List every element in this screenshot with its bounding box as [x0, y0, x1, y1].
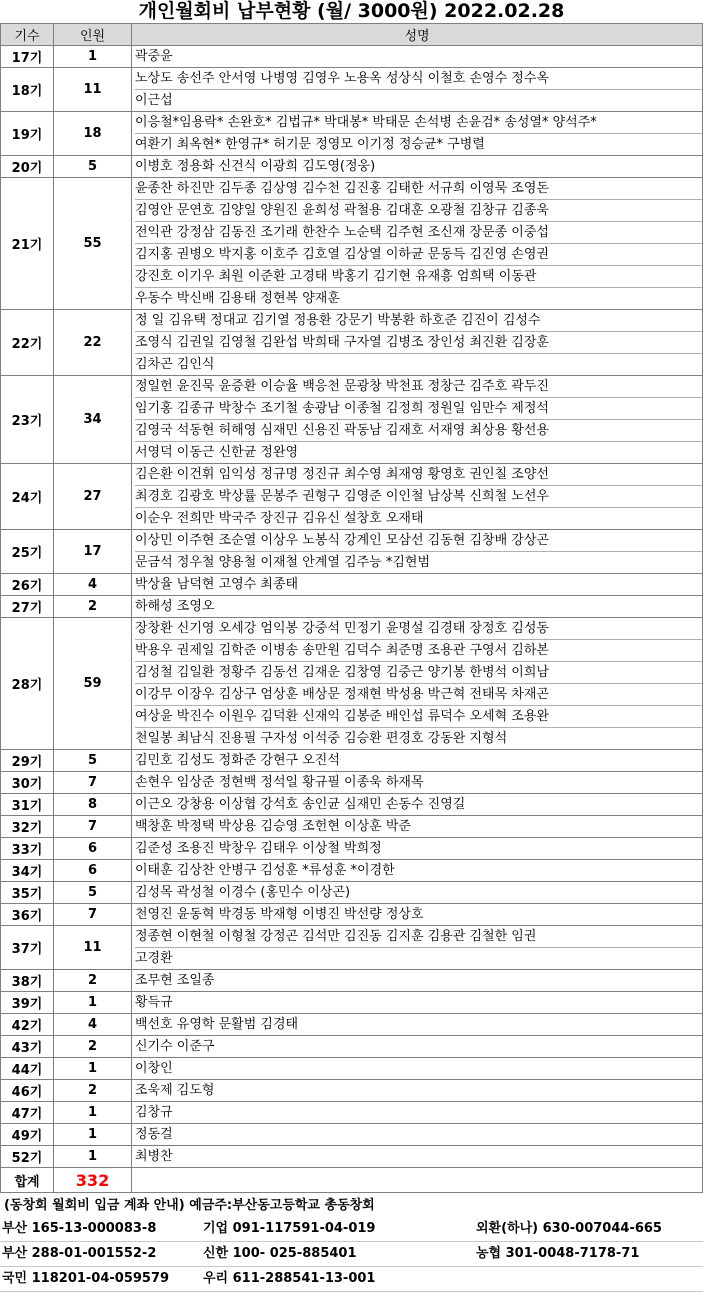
member-names-line: 조욱제 김도형: [135, 1083, 215, 1098]
member-names-line: 문금석 정우철 양용철 이재철 안계열 김주능 *김현범: [135, 555, 431, 570]
bank-account-cell: [474, 1267, 703, 1292]
total-count-value: 332: [75, 1170, 110, 1190]
bank-account-row: [0, 1217, 703, 1242]
member-count-cell: 59: [54, 618, 132, 750]
generation-cell: 34기: [1, 860, 54, 882]
member-names-line: 김은환 이건휘 임익성 정규명 정진규 최수영 최재영 황영호 권인칠 조양선: [135, 464, 702, 486]
member-names-line: 김영국 석동현 허해영 심재민 신용진 곽동남 김재호 서재영 최상용 황선용: [135, 420, 702, 442]
member-names-cell: [132, 112, 703, 156]
member-count-cell: 7: [54, 816, 132, 838]
member-count-cell: 17: [54, 530, 132, 574]
member-names-line: 윤종찬 하진만 김두종 김상영 김수천 김진홍 김태한 서규희 이영묵 조영돈: [135, 178, 702, 200]
member-names-line: 조영식 김권일 김영철 김완섭 박희태 구자열 김병조 장인성 최진환 김장훈: [135, 332, 702, 354]
generation-cell: 19기: [1, 112, 54, 156]
member-names-cell: [132, 750, 703, 772]
member-names-line: 이순우 전희만 박국주 장진규 김유신 설창호 오재태: [135, 511, 424, 526]
member-count-cell: 5: [54, 156, 132, 178]
member-count-cell: 4: [54, 574, 132, 596]
member-count-cell: 6: [54, 838, 132, 860]
table-row: [1, 838, 703, 860]
bank-account-cell: 기업 091-117591-04-019: [201, 1217, 474, 1242]
member-count-cell: 1: [54, 1058, 132, 1080]
generation-cell: 27기: [1, 596, 54, 618]
member-count-cell: 18: [54, 112, 132, 156]
generation-cell: 28기: [1, 618, 54, 750]
generation-cell: 49기: [1, 1124, 54, 1146]
member-names-line: 김민호 김성도 정화준 강현구 오진석: [135, 753, 340, 768]
member-names-line: 강진호 이기우 최원 이준환 고경태 박홍기 김기현 유재흥 엄희택 이동관: [135, 266, 702, 288]
member-names-line: 전익관 강정삼 김동진 조기래 한찬수 노순택 김주현 조신재 장문종 이중섭: [135, 222, 702, 244]
member-names-line: 백창훈 박정택 박상용 김승영 조헌현 이상훈 박준: [135, 819, 411, 834]
member-names-cell: [132, 794, 703, 816]
page-title: 개인월회비 납부현황 (월/ 3000원) 2022.02.28: [138, 0, 565, 22]
member-names-line: 노상도 송선주 안서영 나병영 김영우 노용옥 성상식 이철호 손영수 정수옥: [135, 68, 702, 90]
generation-cell: 37기: [1, 926, 54, 970]
member-count-cell: 1: [54, 1124, 132, 1146]
table-row: [1, 1058, 703, 1080]
member-count-cell: 7: [54, 772, 132, 794]
member-count-cell: 1: [54, 1102, 132, 1124]
member-names-line: 정 일 김유택 정대교 김기열 정용환 강문기 박봉환 하호준 김진이 김성수: [135, 310, 702, 332]
member-names-cell: [132, 904, 703, 926]
table-row: [1, 46, 703, 68]
member-names-line: 조무현 조일종: [135, 973, 215, 988]
generation-cell: 23기: [1, 376, 54, 464]
member-names-cell: [132, 1146, 703, 1168]
table-row: [1, 926, 703, 970]
member-names-line: 김성목 곽성철 이경수 (홍민수 이상곤): [135, 885, 351, 900]
member-names-cell: [132, 464, 703, 530]
generation-cell: 43기: [1, 1036, 54, 1058]
member-count-cell: 6: [54, 860, 132, 882]
table-row: [1, 970, 703, 992]
table-row: [1, 376, 703, 464]
generation-cell: 22기: [1, 310, 54, 376]
table-row: [1, 1014, 703, 1036]
header-generation: 기수: [1, 24, 54, 46]
bank-account-cell: 우리 611-288541-13-001: [201, 1267, 474, 1292]
generation-cell: 21기: [1, 178, 54, 310]
member-names-line: 김차곤 김인식: [135, 357, 215, 372]
bank-account-row: [0, 1267, 703, 1292]
table-row: [1, 992, 703, 1014]
member-count-cell: 34: [54, 376, 132, 464]
bank-account-cell: 부산 165-13-000083-8: [0, 1217, 201, 1242]
member-names-line: 이응철*임용락* 손완호* 김법규* 박대봉* 박태문 손석병 손윤검* 송성열* 양석주*: [135, 112, 702, 134]
table-row: [1, 794, 703, 816]
member-names-cell: [132, 376, 703, 464]
generation-cell: 17기: [1, 46, 54, 68]
generation-cell: 44기: [1, 1058, 54, 1080]
member-names-line: 최경호 김광호 박상률 문봉주 권형구 김영준 이인철 남상복 신희철 노선우: [135, 486, 702, 508]
generation-cell: 52기: [1, 1146, 54, 1168]
member-count-cell: 11: [54, 68, 132, 112]
member-names-line: 곽중윤: [135, 49, 173, 64]
member-count-cell: 22: [54, 310, 132, 376]
bank-account-cell: 국민 118201-04-059579: [0, 1267, 201, 1292]
total-label: 합계: [1, 1168, 54, 1193]
bank-account-cell: 신한 100- 025-885401: [201, 1242, 474, 1267]
member-names-cell: [132, 156, 703, 178]
bank-account-cell: 농협 301-0048-7178-71: [474, 1242, 703, 1267]
member-count-cell: 7: [54, 904, 132, 926]
table-row: [1, 860, 703, 882]
member-names-line: 정일헌 윤진묵 윤증환 이승율 백응천 문광창 박천표 정창근 김주호 곽두진: [135, 376, 702, 398]
member-names-line: 이태훈 김상찬 안병구 김성훈 *류성훈 *이경한: [135, 863, 395, 878]
table-row: [1, 1124, 703, 1146]
total-count-cell: [54, 1168, 132, 1193]
dues-table-body: [1, 24, 703, 1193]
member-names-line: 천일봉 최남식 진용필 구자성 이석중 김승환 편경호 강동완 지형석: [135, 731, 508, 746]
member-names-line: 정동걸: [135, 1127, 173, 1142]
member-count-cell: 8: [54, 794, 132, 816]
header-names: 성명: [132, 24, 703, 46]
table-row: [1, 178, 703, 310]
member-names-cell: [132, 1102, 703, 1124]
member-names-line: 김지홍 권병오 박지홍 이호주 김호열 김상열 이하균 문동득 김진영 손영권: [135, 244, 702, 266]
member-count-cell: 1: [54, 992, 132, 1014]
member-count-cell: 5: [54, 882, 132, 904]
member-names-line: 김창규: [135, 1105, 173, 1120]
generation-cell: 26기: [1, 574, 54, 596]
member-names-cell: [132, 1124, 703, 1146]
generation-cell: 18기: [1, 68, 54, 112]
member-names-line: 천영진 윤동혁 박경동 박재형 이병진 박선량 정상호: [135, 907, 424, 922]
table-row: [1, 750, 703, 772]
generation-cell: 31기: [1, 794, 54, 816]
member-count-cell: 2: [54, 1080, 132, 1102]
table-row: [1, 112, 703, 156]
member-names-cell: [132, 992, 703, 1014]
member-names-line: 이창인: [135, 1061, 173, 1076]
member-names-cell: [132, 596, 703, 618]
member-names-cell: [132, 1080, 703, 1102]
member-names-line: 정종현 이현철 이형철 강정곤 김석만 김진동 김지훈 김용관 김철한 임권: [135, 926, 702, 948]
member-names-cell: [132, 68, 703, 112]
member-names-line: 이근오 강창용 이상협 강석호 송인균 심재민 손동수 진영길: [135, 797, 466, 812]
generation-cell: 24기: [1, 464, 54, 530]
member-names-cell: [132, 574, 703, 596]
member-names-line: 임기홍 김종규 박창수 조기철 송광남 이종철 김정희 정원일 임만수 제정석: [135, 398, 702, 420]
table-row: [1, 1102, 703, 1124]
table-row: [1, 156, 703, 178]
bank-account-row: [0, 1242, 703, 1267]
generation-cell: 20기: [1, 156, 54, 178]
table-row: [1, 618, 703, 750]
generation-cell: 38기: [1, 970, 54, 992]
member-names-cell: [132, 618, 703, 750]
member-names-line: 백선호 유영학 문활범 김경태: [135, 1017, 299, 1032]
member-names-line: 하해성 조영오: [135, 599, 215, 614]
table-row: [1, 772, 703, 794]
member-names-line: 우동수 박신배 김용태 정현복 양재훈: [135, 291, 340, 306]
member-count-cell: 2: [54, 1036, 132, 1058]
member-names-cell: [132, 46, 703, 68]
table-row: [1, 596, 703, 618]
generation-cell: 29기: [1, 750, 54, 772]
member-names-cell: [132, 816, 703, 838]
member-count-cell: 5: [54, 750, 132, 772]
member-names-line: 이강무 이장우 김상구 엄상훈 배상문 정재현 박성용 박근혁 전태목 차재곤: [135, 684, 702, 706]
bank-account-cell: 외환(하나) 630-007044-665: [474, 1217, 703, 1242]
bank-account-info: [0, 1195, 703, 1292]
member-names-cell: [132, 530, 703, 574]
member-names-line: 박용우 권제일 김학준 이병송 송만원 김덕수 최준명 조용관 구영서 김하본: [135, 640, 702, 662]
member-names-cell: [132, 1036, 703, 1058]
member-count-cell: 1: [54, 46, 132, 68]
table-row: [1, 816, 703, 838]
member-count-cell: 1: [54, 1146, 132, 1168]
generation-cell: 32기: [1, 816, 54, 838]
member-names-line: 김준성 조용진 박창우 김태우 이상철 박희정: [135, 841, 382, 856]
member-names-cell: [132, 882, 703, 904]
generation-cell: 35기: [1, 882, 54, 904]
table-row: [1, 882, 703, 904]
generation-cell: 33기: [1, 838, 54, 860]
member-names-line: 황득규: [135, 995, 173, 1010]
member-count-cell: 11: [54, 926, 132, 970]
bank-account-body: [0, 1217, 703, 1292]
member-count-cell: 2: [54, 596, 132, 618]
member-names-cell: [132, 1058, 703, 1080]
table-row: [1, 904, 703, 926]
member-names-line: 여환기 최옥현* 한영규* 허기문 정영모 이기정 정승균* 구병렬: [135, 137, 485, 152]
member-names-cell: [132, 1014, 703, 1036]
member-count-cell: 2: [54, 970, 132, 992]
generation-cell: 47기: [1, 1102, 54, 1124]
member-names-line: 김영안 문연호 김양일 양원진 윤희성 곽철용 김대훈 오광철 김창규 김종욱: [135, 200, 702, 222]
generation-cell: 25기: [1, 530, 54, 574]
total-row: [1, 1168, 703, 1193]
dues-table: [0, 23, 703, 1193]
table-row: [1, 574, 703, 596]
member-names-line: 이병호 정용화 신건식 이광희 김도영(정웅): [135, 159, 376, 174]
member-names-line: 신기수 이준구: [135, 1039, 215, 1054]
member-names-line: 여상윤 박진수 이원우 김덕환 신재익 김봉준 배인섭 류덕수 오세혁 조용완: [135, 706, 702, 728]
account-notice: (동창회 월회비 입금 계좌 안내) 예금주:부산동고등학교 총동창회: [4, 1198, 375, 1213]
generation-cell: 39기: [1, 992, 54, 1014]
member-names-line: 서영덕 이동근 신한균 정완영: [135, 445, 299, 460]
generation-cell: 46기: [1, 1080, 54, 1102]
member-names-line: 장창환 신기영 오세강 엄익봉 강중석 민정기 윤명설 김경태 장정호 김성동: [135, 618, 702, 640]
member-names-line: 손현우 임상준 정현백 정석일 황규필 이종욱 하재목: [135, 775, 424, 790]
member-names-line: 박상율 남덕현 고영수 최종태: [135, 577, 299, 592]
member-names-line: 이상민 이주현 조순열 이상우 노봉식 강계인 모삼선 김동현 김창배 강상곤: [135, 530, 702, 552]
table-row: [1, 1036, 703, 1058]
table-row: [1, 1146, 703, 1168]
generation-cell: 30기: [1, 772, 54, 794]
member-count-cell: 4: [54, 1014, 132, 1036]
table-row: [1, 464, 703, 530]
table-row: [1, 68, 703, 112]
generation-cell: 36기: [1, 904, 54, 926]
member-count-cell: 55: [54, 178, 132, 310]
bank-account-cell: 부산 288-01-001552-2: [0, 1242, 201, 1267]
member-names-line: 이근섭: [135, 93, 173, 108]
header-count: 인원: [54, 24, 132, 46]
member-names-cell: [132, 970, 703, 992]
member-names-cell: [132, 926, 703, 970]
member-names-cell: [132, 772, 703, 794]
table-row: [1, 1080, 703, 1102]
member-count-cell: 27: [54, 464, 132, 530]
table-row: [1, 530, 703, 574]
member-names-cell: [132, 178, 703, 310]
total-empty-cell: [132, 1168, 703, 1193]
table-header-row: [1, 24, 703, 46]
bank-account-table: [0, 1217, 703, 1292]
member-names-cell: [132, 860, 703, 882]
member-names-cell: [132, 310, 703, 376]
generation-cell: 42기: [1, 1014, 54, 1036]
table-row: [1, 310, 703, 376]
member-names-line: 고경환: [135, 951, 173, 966]
member-names-cell: [132, 838, 703, 860]
member-names-line: 김성철 김일환 정황주 김동선 김재운 김창영 김중근 양기봉 한병석 이희남: [135, 662, 702, 684]
member-names-line: 최병찬: [135, 1149, 173, 1164]
